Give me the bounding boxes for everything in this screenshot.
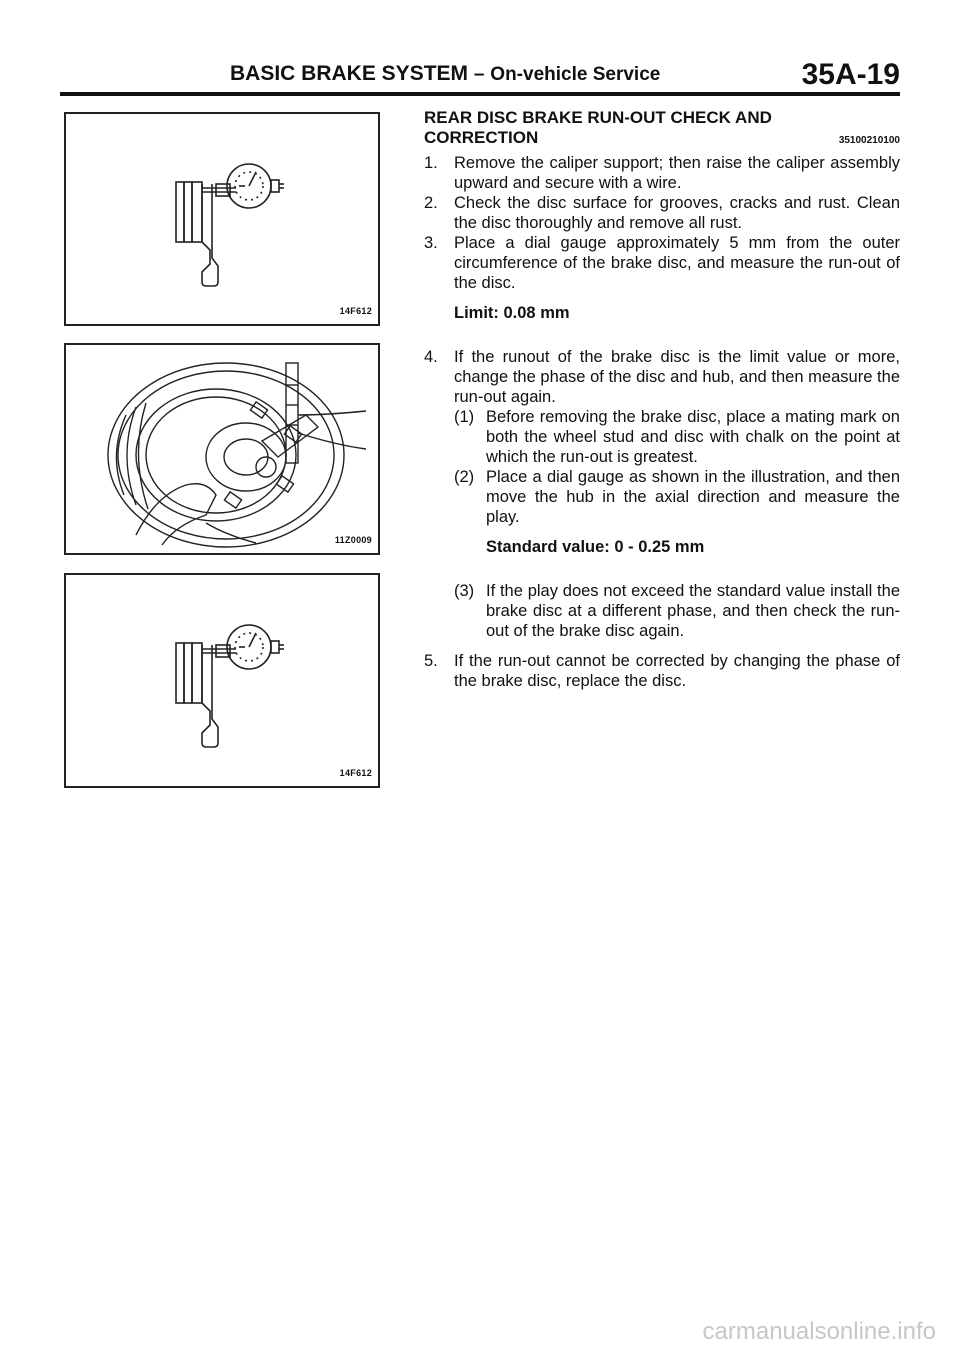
step-number: 3.	[424, 234, 438, 252]
step-text: Remove the caliper support; then raise the caliper assembly upward and secure with a wire.	[454, 154, 900, 192]
section-title-line2: CORRECTION	[424, 128, 539, 147]
sub-step-text: Place a dial gauge as shown in the illustration, and then move the hub in the axial direction and measure the play.	[486, 468, 900, 526]
figure-dial-gauge-1	[64, 112, 380, 326]
step-3	[424, 233, 900, 293]
step-number: 5.	[424, 652, 438, 670]
figure-dial-gauge-2	[64, 573, 380, 788]
figure-code: 14F612	[339, 768, 372, 778]
step-5	[424, 651, 900, 691]
step-text: If the runout of the brake disc is the limit value or more, change the phase of the disc and hub, and then measure the run-out again.	[454, 348, 900, 406]
figure-code: 11Z0009	[334, 535, 372, 545]
step-text: Check the disc surface for grooves, cracks and rust. Clean the disc thoroughly and remove all rust.	[454, 194, 900, 232]
step-2	[424, 193, 900, 233]
sub-step-number: (1)	[454, 408, 475, 426]
sub-step-text: Before removing the brake disc, place a mating mark on both the wheel stud and disc with chalk on the point at which the run-out is greatest.	[486, 408, 900, 466]
limit-spec: Limit: 0.08 mm	[454, 304, 570, 322]
step-number: 1.	[424, 154, 438, 172]
watermark: carmanualsonline.info	[702, 1318, 936, 1345]
header-subtitle: On-vehicle Service	[490, 64, 661, 85]
sub-step-number: (3)	[454, 582, 475, 600]
section-ref-code: 35100210100	[838, 135, 900, 146]
sub-step-1	[454, 407, 900, 467]
figure-brake-disc	[64, 343, 380, 555]
sub-step-text: If the play does not exceed the standard value install the brake disc at a different phase, and then check the run-out of the brake disc again.	[486, 582, 900, 640]
brake-disc-illustration	[66, 345, 378, 553]
step-1	[424, 153, 900, 193]
header-separator: –	[473, 64, 485, 85]
step-4	[424, 347, 900, 407]
sub-step-number: (2)	[454, 468, 475, 486]
procedure-text	[424, 108, 900, 691]
sub-step-3	[454, 581, 900, 641]
header-title	[230, 62, 660, 86]
section-title-line1: REAR DISC BRAKE RUN-OUT CHECK AND	[424, 108, 772, 127]
page-header	[60, 58, 900, 92]
page-number: 35A-19	[801, 58, 900, 91]
figure-code: 14F612	[339, 306, 372, 316]
header-title-main: BASIC BRAKE SYSTEM	[230, 62, 469, 85]
step-text: Place a dial gauge approximately 5 mm from the outer circumference of the brake disc, and measure the run-out of the disc.	[454, 234, 900, 292]
sub-step-2	[454, 467, 900, 527]
section-title-row	[424, 128, 900, 148]
step-text: If the run-out cannot be corrected by changing the phase of the brake disc, replace the disc.	[454, 652, 900, 690]
header-divider	[60, 92, 900, 96]
step-number: 2.	[424, 194, 438, 212]
dial-gauge-illustration	[66, 114, 378, 324]
step-number: 4.	[424, 348, 438, 366]
standard-value-spec: Standard value: 0 - 0.25 mm	[486, 538, 705, 556]
dial-gauge-illustration	[66, 575, 378, 786]
